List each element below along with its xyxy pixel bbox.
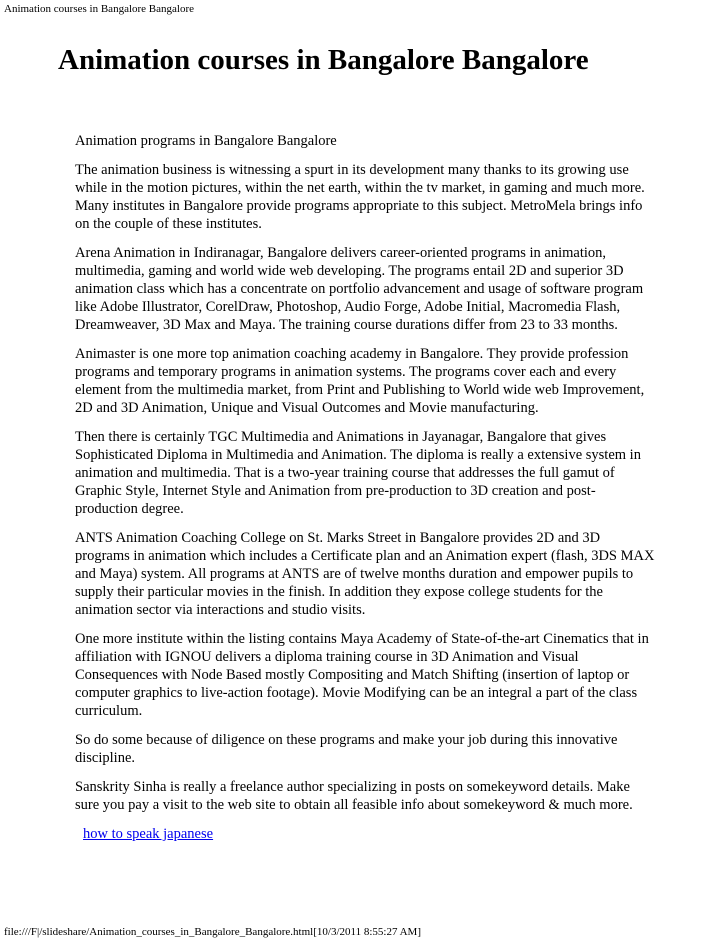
japanese-link[interactable]: how to speak japanese [83, 826, 214, 842]
paragraph-conclusion: So do some because of diligence on these programs and make your job during this innovative discipline. [75, 732, 618, 766]
article-body [75, 132, 655, 843]
print-footer-path: file:///F|/slideshare/Animation_courses_in_Bangalore_Bangalore.html[10/3/2011 8:55:27 AM] [4, 926, 421, 938]
page-title: Animation courses in Bangalore Bangalore [58, 44, 589, 76]
link-container [83, 825, 655, 843]
article-subtitle: Animation programs in Bangalore Bangalore [75, 133, 337, 149]
paragraph-animaster: Animaster is one more top animation coaching academy in Bangalore. They provide profession programs and temporary programs in animation systems. The programs cover each and every element from the multimedia market, from Print and Publishing to World wide web Improvement, 2D and 3D Animation, Unique and Visual Outcomes and Movie manufacturing. [75, 346, 645, 416]
paragraph-tgc-multimedia: Then there is certainly TGC Multimedia and Animations in Jayanagar, Bangalore that gives Sophisticated Diploma in Multimedia and Animation. The diploma is really a extensive system in animation and multimedia. That is a two-year training course that addresses the full gamut of Graphic Style, Internet Style and Animation from pre-production to 3D creation and post-production degree. [75, 429, 641, 517]
paragraph-intro: The animation business is witnessing a spurt in its development many thanks to its growing use while in the motion pictures, within the net earth, within the tv market, in gaming and much more. Many institutes in Bangalore provide programs appropriate to this subject. MetroMela brings info on the couple of these institutes. [75, 162, 645, 232]
paragraph-author-bio: Sanskrity Sinha is really a freelance author specializing in posts on somekeyword details. Make sure you pay a visit to the web site to obtain all feasible info about somekeyword & much more. [75, 779, 633, 813]
paragraph-arena-animation: Arena Animation in Indiranagar, Bangalore delivers career-oriented programs in animation, multimedia, gaming and world wide web developing. The programs entail 2D and superior 3D animation class which has a concentrate on portfolio advancement and usage of software program like Adobe Illustrator, CorelDraw, Photoshop, Audio Forge, Adobe Initial, Macromedia Flash, Dreamweaver, 3D Max and Maya. The training course durations differ from 23 to 33 months. [75, 245, 644, 333]
paragraph-ants-animation: ANTS Animation Coaching College on St. Marks Street in Bangalore provides 2D and 3D programs in animation which includes a Certificate plan and an Animation expert (flash, 3DS MAX and Maya) system. All programs at ANTS are of twelve months duration and empower pupils to supply their particular movies in the finish. In addition they expose college students for the animation sector via interactions and studio visits. [75, 530, 655, 618]
print-header-title: Animation courses in Bangalore Bangalore [4, 3, 195, 15]
paragraph-maya-academy: One more institute within the listing contains Maya Academy of State-of-the-art Cinematics that in affiliation with IGNOU delivers a diploma training course in 3D Animation and Visual Consequences with Node Based mostly Compositing and Match Shifting (insertion of laptop or computer graphics to live-action footage). Movie Modifying can be an integral a part of the class curriculum. [75, 631, 649, 719]
